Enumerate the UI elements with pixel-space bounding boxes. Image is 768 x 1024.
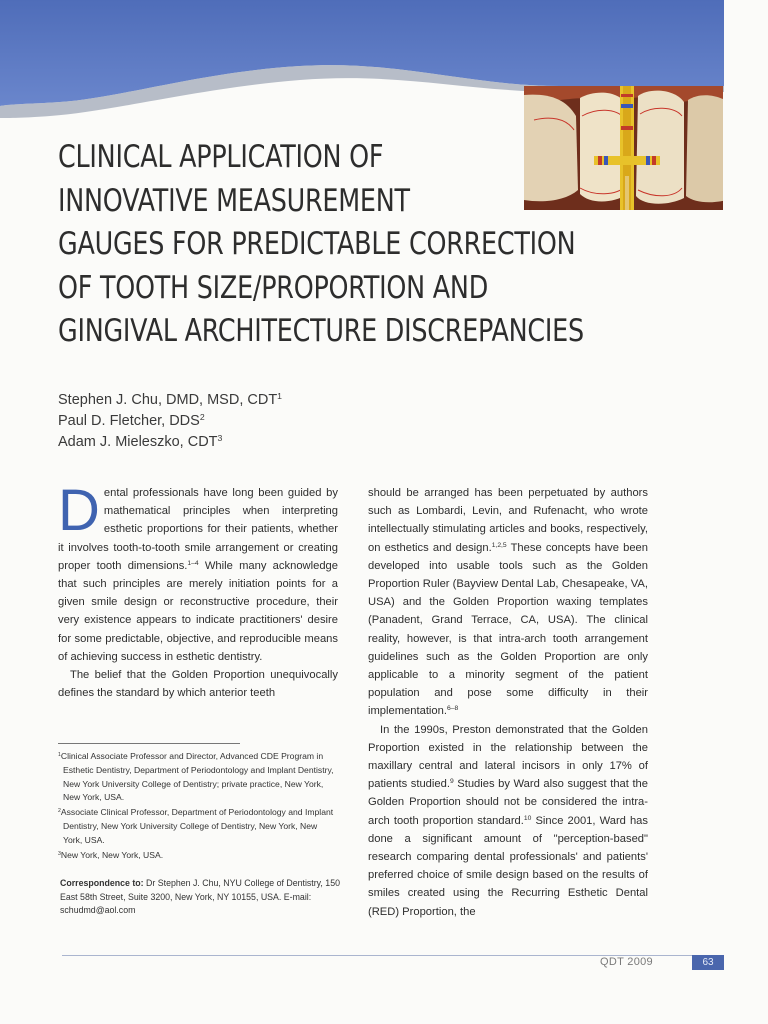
- paragraph: [368, 484, 648, 721]
- footnote-text: New York, New York, USA.: [60, 849, 164, 860]
- author: [58, 411, 282, 432]
- body-column-left: [58, 478, 338, 702]
- paragraph-text: Since 2001, Ward has done a significant amount of "perception-based" research comparing dental professionals' and patients' preferred choice of smile design based on the results of smiles created using the Recurring Esthetic Dental (RED) Proportion, the: [368, 814, 648, 918]
- author: [58, 390, 282, 411]
- footnote: [58, 750, 338, 805]
- author-affiliation-mark: 1: [277, 390, 283, 401]
- paragraph: [58, 478, 338, 666]
- footnote-mark: 2: [58, 808, 61, 815]
- journal-name: QDT 2009: [600, 956, 653, 968]
- paragraph-text: While many acknowledge that such principles are merely initiation points for a given smile design or reconstructive procedure, their very existence appears to indicate practitioners' desire for some predictable, objective, and reproducible means of achieving success in esthetic dentistry.: [58, 559, 338, 663]
- title-line: GAUGES FOR PREDICTABLE CORRECTION: [58, 226, 576, 262]
- paragraph: [368, 721, 648, 921]
- title-line: GINGIVAL ARCHITECTURE DISCREPANCIES: [58, 313, 584, 349]
- drop-cap: D: [58, 478, 100, 543]
- footnote: [58, 806, 338, 847]
- title-line: OF TOOTH SIZE/PROPORTION AND: [58, 269, 489, 306]
- footnote-text: Clinical Associate Professor and Director, Advanced CDE Program in Esthetic Dentistry, Department of Periodontology and Implant Dentistry, New York University College of Dentistry; private practice, New York, New York, USA.: [60, 751, 334, 803]
- paragraph-text: In the 1990s, Preston demonstrated that the Golden Proportion existed in the relationship between the maxillary central and lateral incisors in only 17% of patients studied.: [368, 723, 648, 791]
- correspondence: [60, 877, 340, 918]
- citation-mark: 6–8: [446, 705, 459, 713]
- paragraph: The belief that the Golden Proportion unequivocally defines the standard by which anterior teeth: [58, 669, 338, 700]
- paragraph-text: should be arranged has been perpetuated by authors such as Lombardi, Levin, and Rufenacht, who wrote intellectually stimulating articles and books, respectively, on esthetics and design.: [368, 487, 648, 554]
- author-name: Paul D. Fletcher, DDS: [58, 413, 200, 429]
- footnote-mark: 1: [58, 751, 61, 758]
- citation-mark: 1–4: [187, 559, 199, 567]
- author-affiliation-mark: 2: [199, 411, 205, 422]
- page-number: 63: [692, 955, 724, 970]
- paragraph-text: ental professionals have long been guided by mathematical principles when interpreting esthetic proportions for their patients, whether it involves tooth-to-tooth smile arrangement or creating proper tooth dimensions.: [58, 487, 338, 572]
- footnote: [58, 849, 338, 863]
- correspondence-label: Correspondence to:: [60, 878, 144, 888]
- article-title: [58, 136, 584, 354]
- title-line: INNOVATIVE MEASUREMENT: [58, 182, 410, 219]
- footnotes: [58, 750, 338, 863]
- paragraph-text: Studies by Ward also suggest that the Golden Proportion should not be considered the intra-arch tooth proportion standard.: [368, 778, 648, 827]
- citation-mark: 10: [523, 814, 532, 822]
- correspondence-text: Dr Stephen J. Chu, NYU College of Dentistry, 150 East 58th Street, Suite 3200, New York, NY 10155, USA. E-mail: schudmd@aol.com: [60, 878, 340, 915]
- footnote-text: Associate Clinical Professor, Department of Periodontology and Implant Dentistry, New York University College of Dentistry, New York, New York, USA.: [60, 807, 334, 845]
- author-name: Adam J. Mieleszko, CDT: [58, 434, 218, 450]
- author-list: [58, 390, 282, 453]
- citation-mark: 1,2,5: [491, 541, 507, 549]
- body-column-right: [368, 484, 648, 921]
- author-name: Stephen J. Chu, DMD, MSD, CDT: [58, 392, 278, 408]
- author-affiliation-mark: 3: [217, 432, 223, 443]
- footnote-divider: [58, 743, 240, 744]
- citation-mark: 9: [449, 778, 454, 786]
- title-line: CLINICAL APPLICATION OF: [58, 139, 384, 175]
- author: [58, 432, 282, 453]
- footnote-mark: 3: [58, 850, 61, 857]
- paragraph-text: These concepts have been developed into usable tools such as the Golden Proportion Ruler (Bayview Dental Lab, Chesapeake, VA, USA) and the Golden Proportion waxing templates (Panadent, Grand Terrace, CA, USA). The clinical reality, however, is that intra-arch tooth arrangement guidelines such as the Golden Proportion are only applicable to a minority segment of the patient population and pose some difficulty in their implementation.: [368, 541, 648, 718]
